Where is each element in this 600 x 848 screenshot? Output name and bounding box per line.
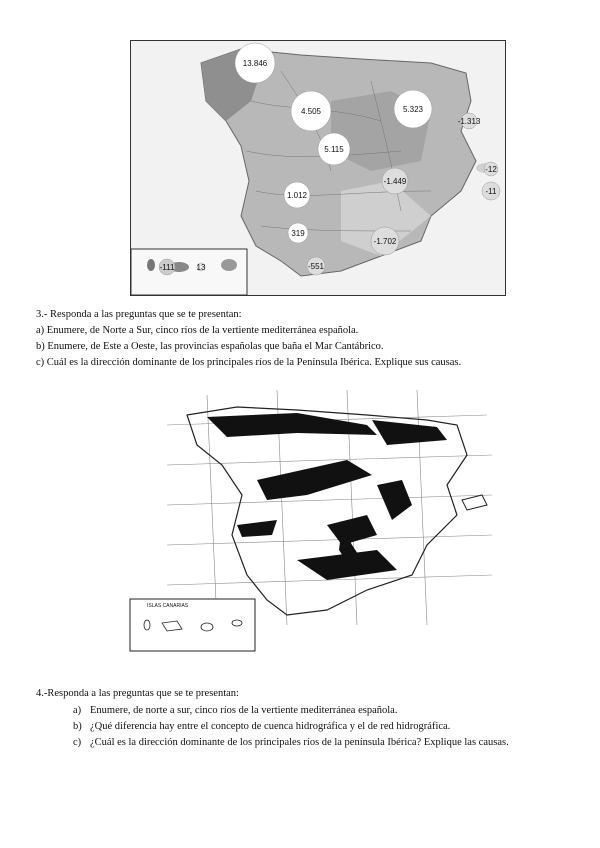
- hydrographic-balance-map: [130, 40, 506, 296]
- section3-item-b: b) Enumere, de Este a Oeste, las provincias españolas que baña el Mar Cantábrico.: [36, 341, 384, 352]
- map-bubble-label: -1.449: [383, 177, 407, 186]
- section3-title: 3.- Responda a las preguntas que se te presentan:: [36, 309, 242, 320]
- map-bubble-label: 319: [291, 229, 305, 238]
- section4-item-b-text: ¿Qué diferencia hay entre el concepto de cuenca hidrográfica y el de red hidrográfica.: [90, 721, 451, 732]
- section4-title: 4.-Responda a las preguntas que se te presentan:: [36, 688, 239, 699]
- section4-item-b-letter: b): [73, 721, 82, 732]
- section3-item-c: c) Cuál es la dirección dominante de los principales ríos de la Península Ibérica. Explique sus causas.: [36, 357, 462, 368]
- relief-map-svg: [127, 385, 502, 653]
- map-bubble-label: -1.702: [373, 237, 397, 246]
- map-bubble-label: 1.012: [286, 191, 308, 200]
- map-bubble-label: 4.505: [300, 107, 322, 116]
- map-bubble-label: -1.313: [457, 117, 481, 126]
- map-bubble-label: -111: [159, 263, 175, 272]
- section3-item-a: a) Enumere, de Norte a Sur, cinco ríos de la vertiente mediterránea española.: [36, 325, 359, 336]
- map-bubble-label: 13: [196, 263, 206, 272]
- map-bubble-label: 13.846: [242, 59, 268, 68]
- canarias-inset: [131, 249, 247, 295]
- section4-item-c-text: ¿Cuál es la dirección dominante de los principales ríos de la península Ibérica? Explique las causas.: [90, 737, 509, 748]
- section4-item-a-letter: a): [73, 705, 82, 716]
- map-svg: [131, 41, 505, 295]
- map-bubble-label: -11: [485, 187, 497, 196]
- map-bubble-label: 5.323: [402, 105, 424, 114]
- section4-item-c-letter: c): [73, 737, 82, 748]
- relief-map: [127, 385, 502, 653]
- canarias-inset-label: ISLAS CANARIAS: [147, 603, 189, 609]
- map-bubble-label: 5.115: [324, 145, 344, 154]
- map-bubble-label: -551: [307, 262, 325, 271]
- section4-item-a-text: Enumere, de norte a sur, cinco ríos de la vertiente mediterránea española.: [90, 705, 398, 716]
- map-bubble-label: -12: [485, 165, 497, 174]
